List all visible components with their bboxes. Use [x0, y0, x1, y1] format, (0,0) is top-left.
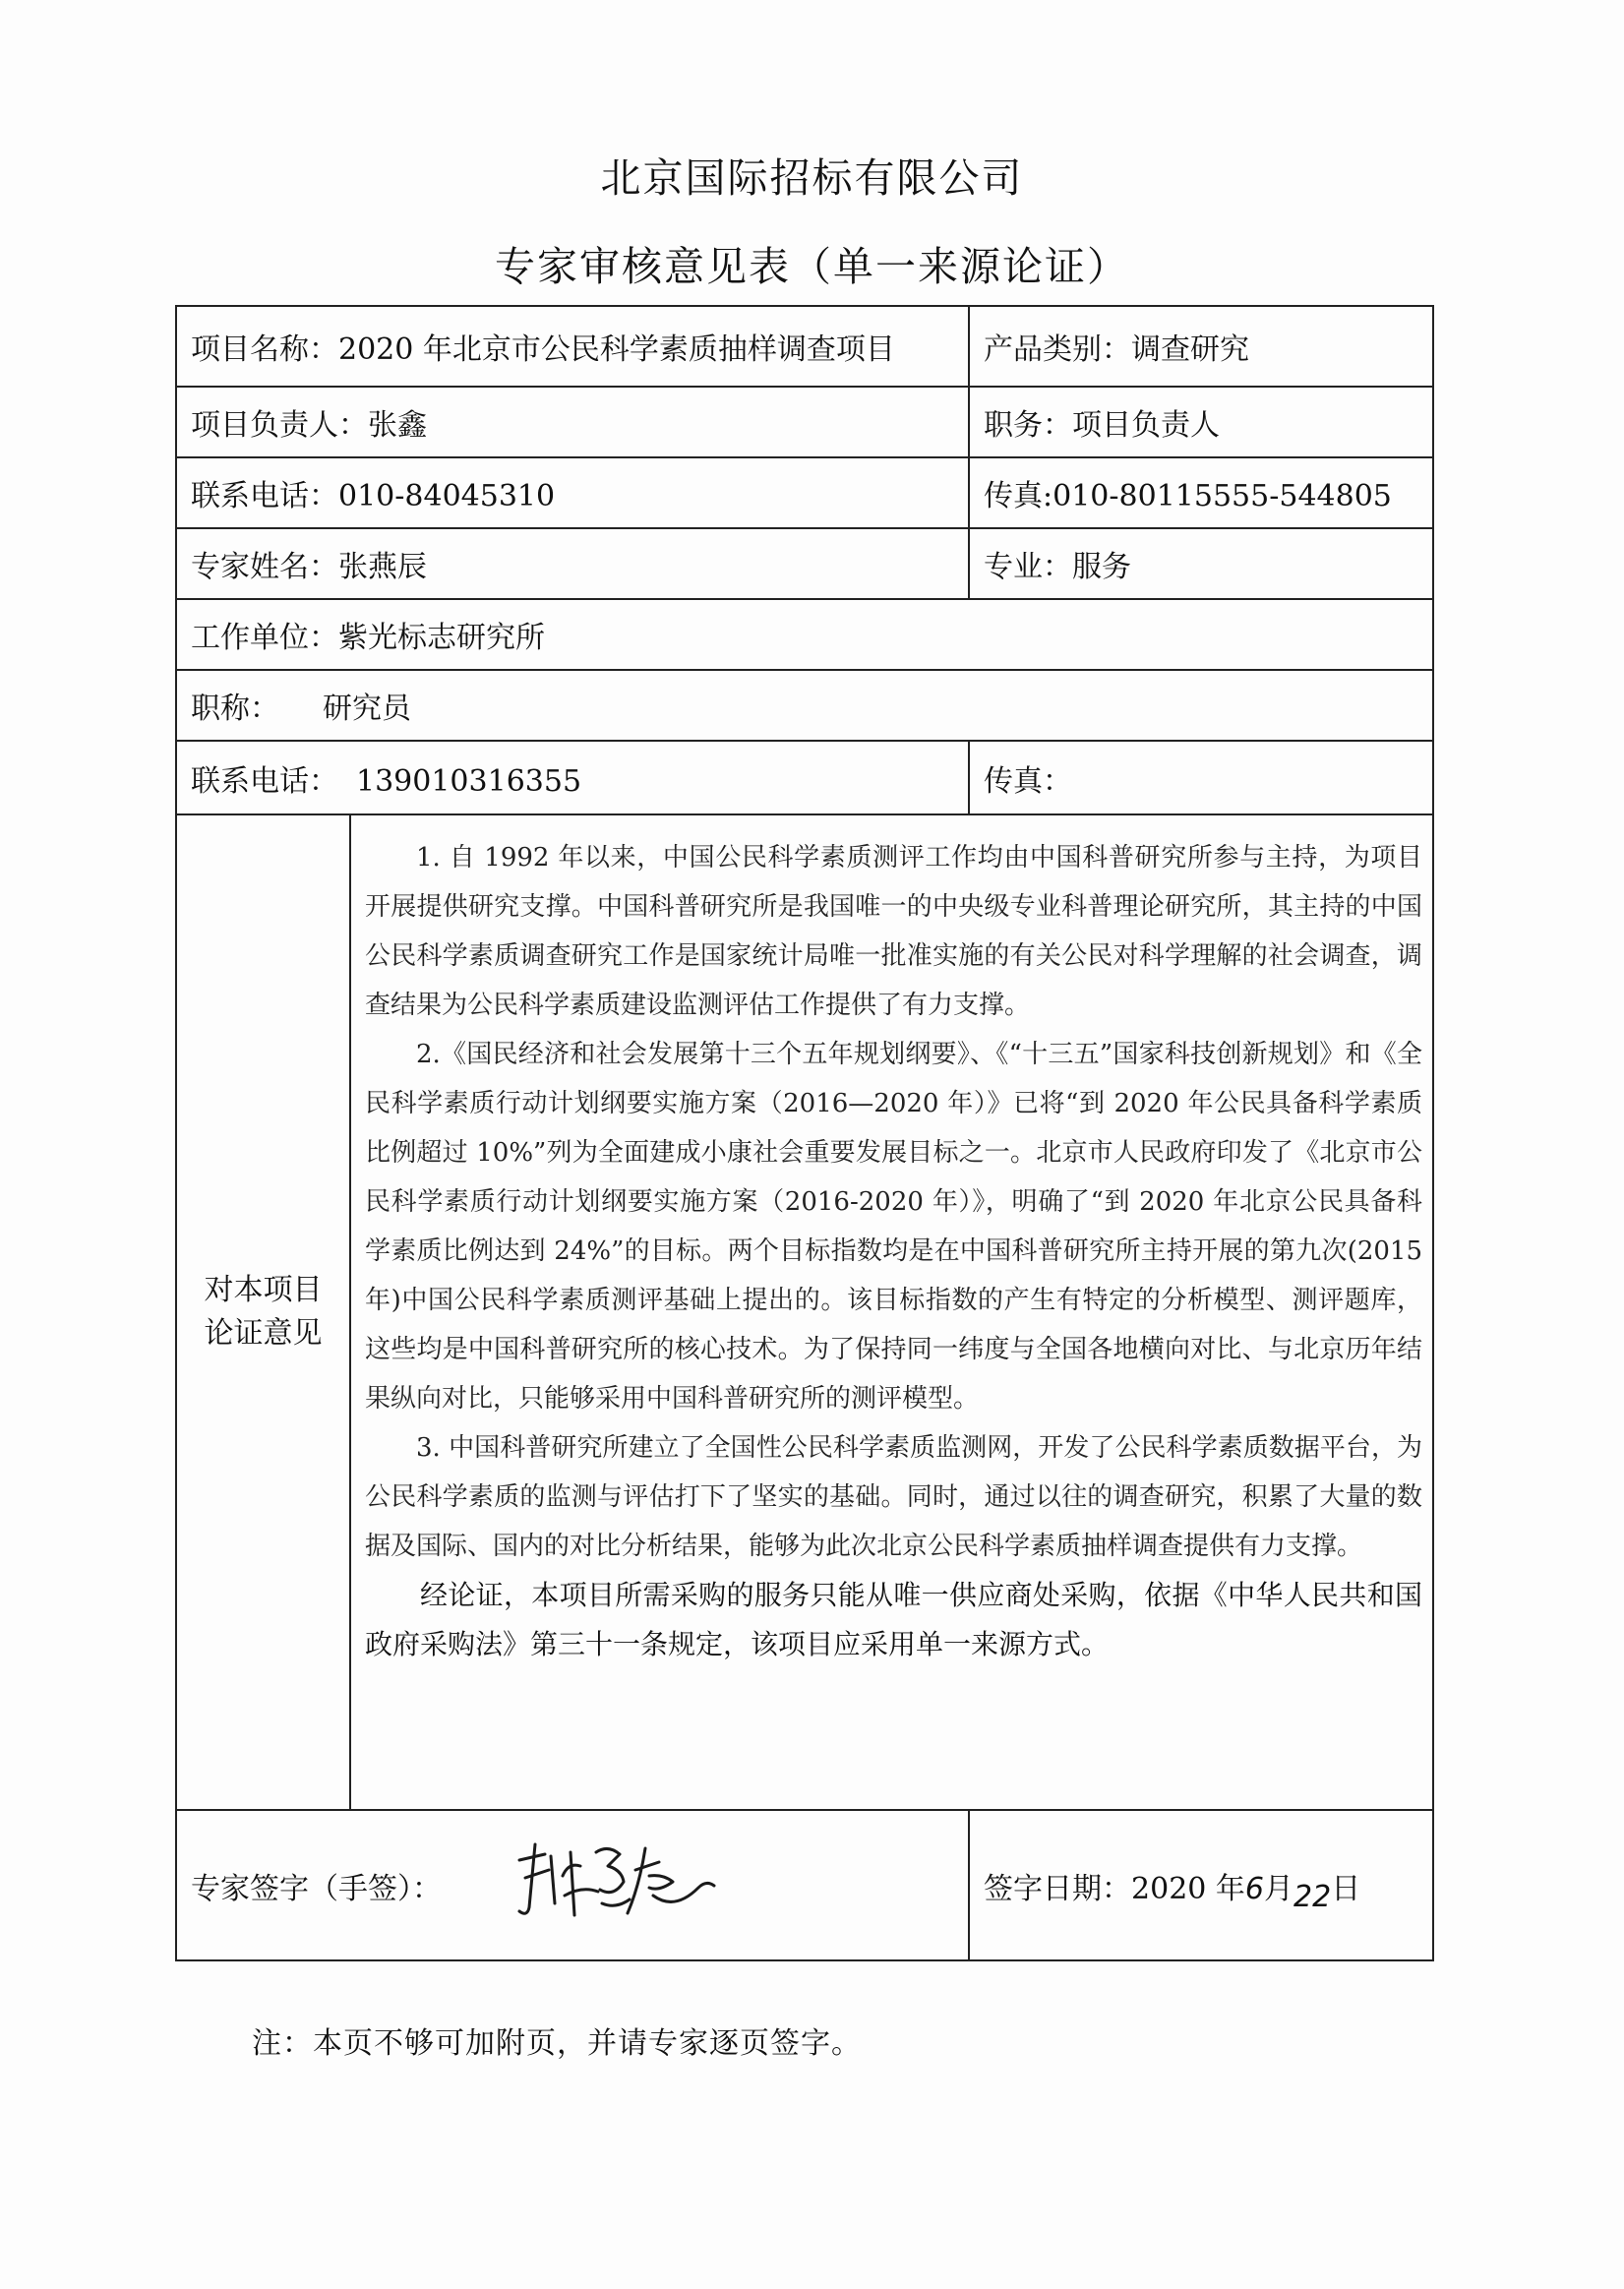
project-lead-cell: 项目负责人：张鑫	[176, 387, 969, 457]
title-rank-value: 研究员	[323, 692, 411, 726]
opinion-paragraph: 1. 自 1992 年以来，中国公民科学素质测评工作均由中国科普研究所参与主持，为项目开展提供研究支撑。中国科普研究所是我国唯一的中央级专业科普理论研究所，其主持的中国公民科学素质调查研究工作是国家统计局唯一批准实施的有关公民对科学理解的社会调查，调查结果为公民科学素质建设监测评估工作提供了有力支撑。	[365, 843, 1423, 1020]
opinion-paragraph: 2.《国民经济和社会发展第十三个五年规划纲要》、《“十三五”国家科技创新规划》和《全民科学素质行动计划纲要实施方案（2016—2020 年）》已将“到 2020 年公民具备科学素质比例超过 10%”列为全面建成小康社会重要发展目标之一。北京市人民政府印发了《北京市公民科学素质行动计划纲要实施方案（2016-2020 年）》，明确了“到 2020 年北京公民具备科学素质比例达到 24%”的目标。两个目标指数均是在中国科普研究所主持开展的第九次(2015 年)中国公民科学素质测评基础上提出的。该目标指数的产生有特定的分析模型、测评题库，这些均是中国科普研究所的核心技术。为了保持同一纬度与全国各地横向对比、与北京历年结果纵向对比，只能够采用中国科普研究所的测评模型。	[365, 1040, 1423, 1414]
date-year: 2020 年	[1131, 1871, 1245, 1906]
expert-fax-cell: 传真：	[969, 741, 1433, 814]
row-lead	[176, 387, 1433, 457]
expert-name-cell: 专家姓名：张燕辰	[176, 528, 969, 599]
row-signature	[176, 1810, 1433, 1960]
company-title: 北京国际招标有限公司	[600, 154, 1024, 202]
date-day-unit: 日	[1331, 1871, 1361, 1906]
title-rank-label: 职称：	[191, 692, 279, 726]
row-opinion	[176, 814, 1433, 1810]
specialty-cell: 专业：服务	[969, 528, 1433, 599]
work-unit-cell: 工作单位：紫光标志研究所	[176, 599, 1433, 670]
row-title-rank	[176, 670, 1433, 741]
opinion-conclusion: 经论证，本项目所需采购的服务只能从唯一供应商处采购，依据《中华人民共和国政府采购法》第三十一条规定，该项目应采用单一来源方式。	[365, 1579, 1423, 1660]
row-contact	[176, 457, 1433, 528]
row-expert	[176, 528, 1433, 599]
project-name-cell: 项目名称：2020 年北京市公民科学素质抽样调查项目	[176, 306, 969, 387]
position-cell: 职务：项目负责人	[969, 387, 1433, 457]
form-title: 专家审核意见表（单一来源论证）	[495, 243, 1129, 290]
opinion-text	[350, 814, 1433, 1810]
expert-review-form	[175, 305, 1434, 1961]
date-label: 签字日期：	[984, 1871, 1132, 1906]
date-month: 6	[1244, 1871, 1264, 1906]
expert-phone-value: 13901031635​5	[356, 763, 582, 799]
row-expert-phone	[176, 741, 1433, 814]
footnote: 注：本页不够可加附页，并请专家逐页签字。	[252, 2026, 862, 2061]
expert-phone-label: 联系电话：	[191, 763, 338, 799]
opinion-label: 对本项目论证意见	[176, 814, 350, 1810]
signature-cell	[176, 1810, 969, 1960]
contact-phone-cell: 联系电话：010-84045310	[176, 457, 969, 528]
handwritten-signature	[506, 1827, 732, 1925]
expert-phone-cell	[176, 741, 969, 814]
row-project	[176, 306, 1433, 387]
opinion-paragraph: 3. 中国科普研究所建立了全国性公民科学素质监测网，开发了公民科学素质数据平台，为公民科学素质的监测与评估打下了坚实的基础。同时，通过以往的调查研究，积累了大量的数据及国际、国内的对比分析结果，能够为此次北京公民科学素质抽样调查提供有力支撑。	[365, 1433, 1423, 1561]
fax-cell: 传真:010-80115555-544805	[969, 457, 1433, 528]
row-work-unit	[176, 599, 1433, 670]
date-day: 22	[1293, 1879, 1332, 1914]
date-month-unit: 月	[1264, 1871, 1293, 1906]
signature-date-cell	[969, 1810, 1433, 1960]
signature-label: 专家签字（手签）：	[191, 1871, 442, 1906]
title-rank-cell	[176, 670, 1433, 741]
product-category-cell: 产品类别：调查研究	[969, 306, 1433, 387]
